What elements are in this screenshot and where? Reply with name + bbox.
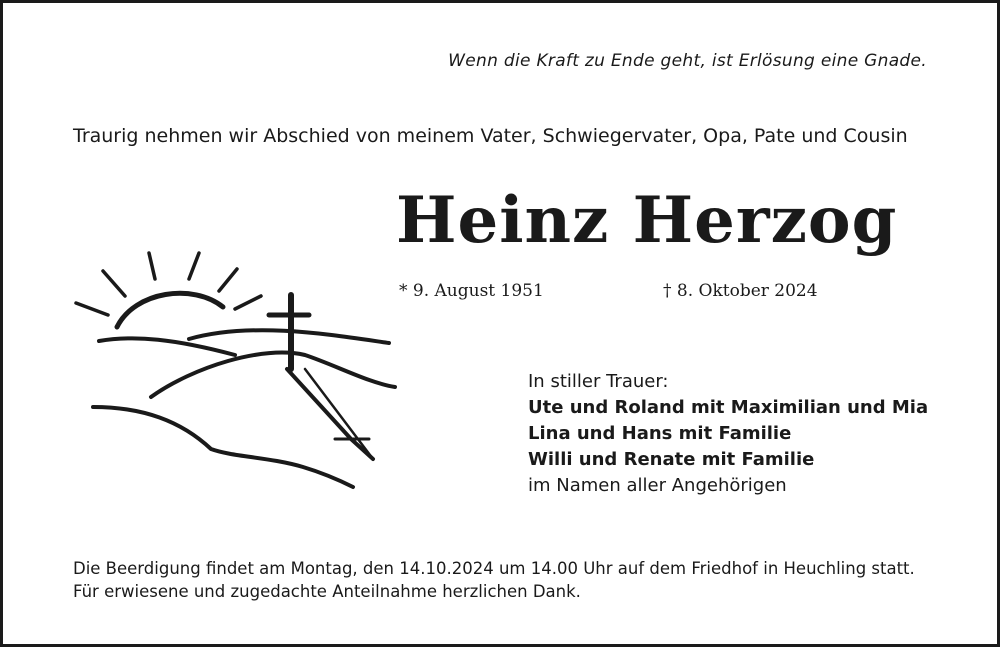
- sun-rays-icon: [76, 253, 261, 315]
- funeral-notice: [73, 557, 915, 603]
- mourner-family: Willi und Renate mit Familie: [528, 449, 815, 470]
- hills-icon: [93, 330, 395, 487]
- mourners-closing: im Namen aller Angehörigen: [528, 475, 787, 496]
- mourners-heading: In stiller Trauer:: [528, 371, 669, 392]
- deceased-name: Heinz Herzog: [396, 183, 898, 258]
- intro-text: Traurig nehmen wir Abschied von meinem Vater, Schwiegervater, Opa, Pate und Cousin: [73, 125, 908, 147]
- birth-date: * 9. August 1951: [399, 281, 544, 301]
- motto-quote: Wenn die Kraft zu Ende geht, ist Erlösung eine Gnade.: [448, 51, 927, 71]
- death-date: † 8. Oktober 2024: [663, 281, 818, 301]
- mourner-family: Lina und Hans mit Familie: [528, 423, 792, 444]
- funeral-details: Die Beerdigung findet am Montag, den 14.10.2024 um 14.00 Uhr auf dem Friedhof in Heuchling statt.: [73, 559, 915, 578]
- thanks-text: Für erwiesene und zugedachte Anteilnahme herzlichen Dank.: [73, 582, 581, 601]
- sun-icon: [117, 293, 223, 327]
- mourners-block: [528, 369, 928, 499]
- sunset-cross-illustration: [73, 243, 403, 493]
- mourner-family: Ute und Roland mit Maximilian und Mia: [528, 397, 929, 418]
